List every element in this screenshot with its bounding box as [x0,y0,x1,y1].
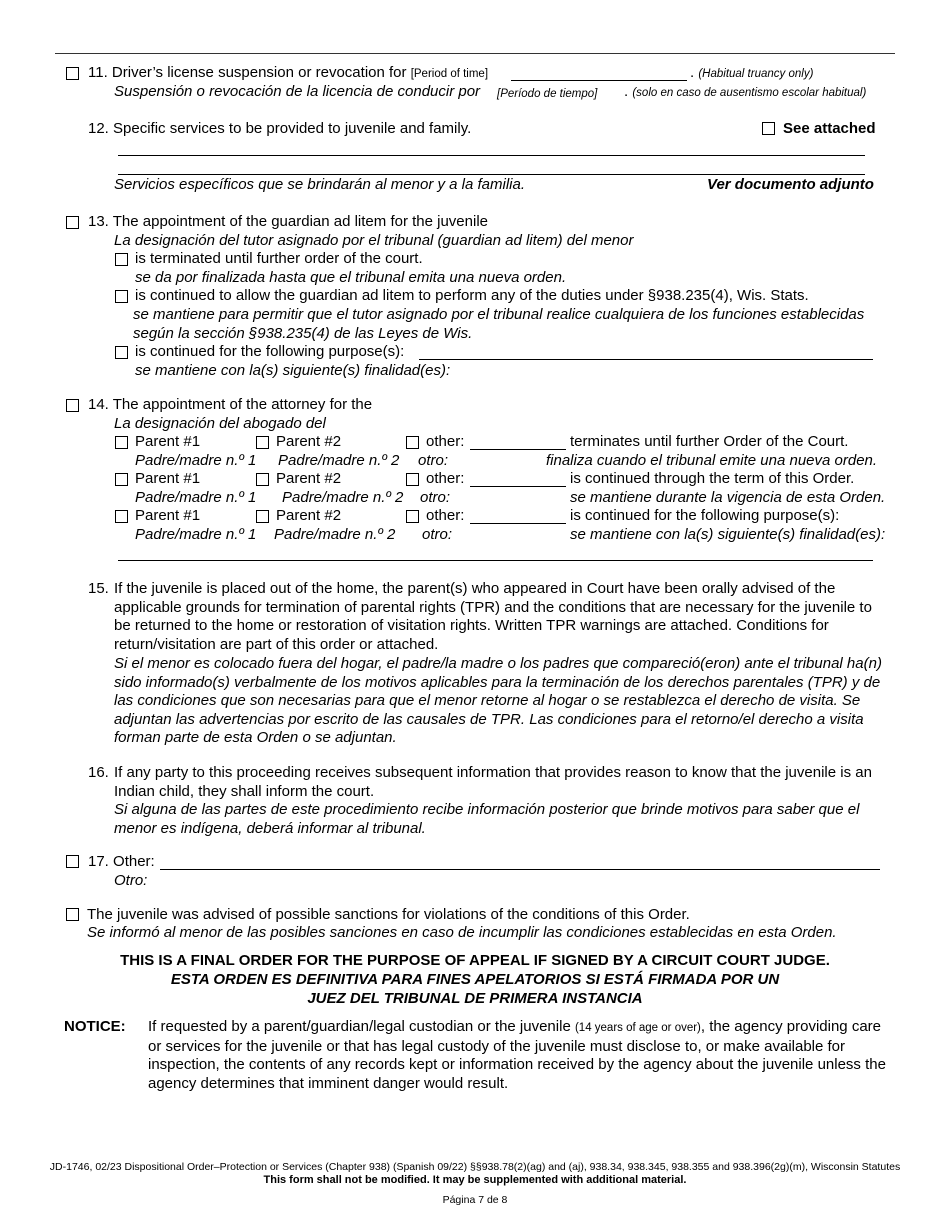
attorney-continued-purpose-other-es: otro: [422,526,453,543]
item-17-other-field[interactable] [160,869,880,870]
attorney-continued-purpose-other-field[interactable] [470,523,566,524]
item-17-checkbox[interactable] [66,855,79,868]
item-11-period-hint: [Period of time] [410,68,489,80]
item-13-checkbox[interactable] [66,216,79,229]
item-14-number: 14. [88,396,109,413]
final-order-es-2: JUEZ DEL TRIBUNAL DE PRIMERA INSTANCIA [307,990,643,1007]
attorney-continued-purpose-other-checkbox[interactable] [406,510,419,523]
final-order-en: THIS IS A FINAL ORDER FOR THE PURPOSE OF APPEAL IF SIGNED BY A CIRCUIT COURT JUDGE. [120,952,830,969]
attorney-continued-term-parent2-label: Parent #2 [276,470,342,487]
see-attached-label: See attached [783,120,876,137]
item-11-es-dot: . [624,83,629,100]
notice-text-before: If requested by a parent/guardian/legal custodian or the juvenile [148,1018,571,1035]
attorney-continued-purpose-parent1-checkbox[interactable] [115,510,128,523]
item-15-es-text: Si el menor es colocado fuera del hogar, el padre/la madre o los padres que compareció(eron) ante el tribunal ha(n) sido informado(s) verbalmente de los motivos aplicables para la terminación de los derechos parentales (TPR) y de las condiciones que son necesarias para que el menor retorne al hogar o se restablezca el derecho de visita. Se adjuntan las advertencias por escrito de las causales de TPR. Las condiciones para el retorno/el derecho a visita forman parte de esta Orden o se adjuntan. [114,655,882,747]
attorney-continued-purpose-text: is continued for the following purpose(s): [570,507,840,524]
item-15-en-text: If the juvenile is placed out of the home, the parent(s) who appeared in Court have been orally advised of the applicable grounds for termination of parental rights (TPR) and the conditions that are necessary for the juvenile to be returned to the home or restoration of visitation rights. Written TPR warnings are attached. Conditions for return/visitation are part of this order or attached. [114,580,872,653]
item-11-es-label: Suspensión o revocación de la licencia de conducir por [114,83,481,100]
item-11-es-period-hint: [Período de tiempo] [497,88,598,100]
item-12-services-line-1[interactable] [118,155,865,156]
footer-form-info: JD-1746, 02/23 Dispositional Order–Protection or Services (Chapter 938) (Spanish 09/22) §§938.78(2)(ag) and (aj), 938.34, 938.345, 938.355 and 938.396(2g)(m), Wisconsin Statutes [49,1161,901,1173]
gal-terminated-checkbox[interactable] [115,253,128,266]
gal-continued-purpose-checkbox[interactable] [115,346,128,359]
attorney-continued-purpose-parent1-label: Parent #1 [135,507,201,524]
gal-continued-purpose-label: is continued for the following purpose(s): [135,343,405,360]
gal-terminated-es-label: se da por finalizada hasta que el tribunal emita una nueva orden. [135,269,567,286]
attorney-continued-purpose-parent2-es: Padre/madre n.º 2 [274,526,396,543]
attorney-continued-term-parent1-label: Parent #1 [135,470,201,487]
gal-continued-duties-label: is continued to allow the guardian ad litem to perform any of the duties under §938.235(4), Wis. Stats. [135,287,809,304]
item-11-dot: . [690,64,695,81]
footer-page-number: Página 7 de 8 [442,1194,508,1206]
attorney-purpose-field[interactable] [118,560,873,561]
notice-text-age: (14 years of age or over) [574,1022,701,1034]
attorney-terminates-parent1-es: Padre/madre n.º 1 [135,452,257,469]
item-12-label: Specific services to be provided to juvenile and family. [113,120,472,137]
item-13-label: The appointment of the guardian ad litem for the juvenile [112,213,488,230]
item-11-number: 11. [88,64,108,81]
item-12-es-label: Servicios específicos que se brindarán al menor y a la familia. [114,176,526,193]
attorney-continued-term-parent1-es: Padre/madre n.º 1 [135,489,257,506]
attorney-continued-term-parent1-checkbox[interactable] [115,473,128,486]
attorney-continued-term-other-label: other: [426,470,465,487]
notice-label: NOTICE: [64,1018,126,1035]
attorney-terminates-parent2-label: Parent #2 [276,433,342,450]
item-11-line [88,64,488,83]
attorney-terminates-parent1-label: Parent #1 [135,433,201,450]
attorney-terminates-text-es: finaliza cuando el tribunal emite una nueva orden. [546,452,878,469]
item-11-checkbox[interactable] [66,67,79,80]
item-13-number: 13. [88,213,109,230]
gal-continued-duties-es-label-1: se mantiene para permitir que el tutor asignado por el tribunal realice cualquiera de los funciones establecidas [133,306,865,323]
item-12-line [88,120,471,138]
item-17-line [88,853,155,871]
attorney-continued-term-other-checkbox[interactable] [406,473,419,486]
attorney-continued-purpose-parent2-checkbox[interactable] [256,510,269,523]
attorney-continued-term-parent2-es: Padre/madre n.º 2 [282,489,404,506]
footer-no-modify: This form shall not be modified. It may be supplemented with additional material. [263,1174,687,1186]
attorney-continued-term-text: is continued through the term of this Order. [570,470,855,487]
attorney-terminates-other-checkbox[interactable] [406,436,419,449]
see-attached-es-label: Ver documento adjunto [707,176,874,193]
attorney-continued-term-text-es: se mantiene durante la vigencia de esta Orden. [570,489,886,506]
notice-text-after: , the agency providing care or services for the juvenile or that has legal custody of the juvenile must disclose to, or make available for inspection, the contents of any records kept or information received by the agency about the juvenile unless the agency determines that imminent danger would result. [148,1018,886,1092]
item-11-note: (Habitual truancy only) [698,68,814,80]
item-15-number: 15. [88,580,109,597]
attorney-continued-term-parent2-checkbox[interactable] [256,473,269,486]
attorney-terminates-parent2-es: Padre/madre n.º 2 [278,452,400,469]
gal-terminated-label: is terminated until further order of the court. [135,250,423,267]
sanctions-es-text: Se informó al menor de las posibles sanciones en caso de incumplir las condiciones establecidas en esta Orden. [87,924,837,941]
attorney-continued-term-other-field[interactable] [470,486,566,487]
attorney-continued-purpose-other-label: other: [426,507,465,524]
attorney-continued-purpose-parent2-label: Parent #2 [276,507,342,524]
attorney-terminates-other-field[interactable] [470,449,566,450]
item-17-number: 17. [88,853,109,870]
sanctions-en-text: The juvenile was advised of possible sanctions for violations of the conditions of this Order. [87,906,690,923]
attorney-terminates-parent2-checkbox[interactable] [256,436,269,449]
gal-continued-duties-checkbox[interactable] [115,290,128,303]
gal-continued-duties-es-label-2: según la sección §938.235(4) de las Leyes de Wis. [133,325,473,342]
attorney-terminates-other-es: otro: [418,452,449,469]
attorney-continued-term-other-es: otro: [420,489,451,506]
notice-text [148,1018,888,1093]
final-order-es-1: ESTA ORDEN ES DEFINITIVA PARA FINES APELATORIOS SI ESTÁ FIRMADA POR UN [170,971,780,988]
item-11-label: Driver’s license suspension or revocation for [111,64,407,81]
item-14-checkbox[interactable] [66,399,79,412]
item-11-es-suffix [624,83,866,102]
attorney-terminates-parent1-checkbox[interactable] [115,436,128,449]
item-12-number: 12. [88,120,109,137]
top-rule [55,53,895,54]
item-16-en-text: If any party to this proceeding receives subsequent information that provides reason to know that the juvenile is an Indian child, they shall inform the court. [114,764,872,800]
item-17-es-label: Otro: [114,872,148,889]
item-13-line [88,213,488,231]
item-11-suffix [690,64,813,83]
attorney-continued-purpose-parent1-es: Padre/madre n.º 1 [135,526,257,543]
sanctions-checkbox[interactable] [66,908,79,921]
item-14-es-label: La designación del abogado del [114,415,326,432]
attorney-continued-purpose-text-es: se mantiene con la(s) siguiente(s) finalidad(es): [570,526,886,543]
item-11-period-field[interactable] [511,80,687,81]
attorney-terminates-text: terminates until further Order of the Court. [570,433,849,450]
see-attached-checkbox[interactable] [762,122,775,135]
item-14-line [88,396,372,414]
item-14-label: The appointment of the attorney for the [112,396,373,413]
item-17-label: Other: [113,853,155,870]
item-13-es-label: La designación del tutor asignado por el tribunal (guardian ad litem) del menor [114,232,634,249]
attorney-terminates-other-label: other: [426,433,465,450]
item-11-es-note: (solo en caso de ausentismo escolar habitual) [632,87,867,99]
item-16-es-text: Si alguna de las partes de este procedimiento recibe información posterior que brinde motivos para saber que el menor es indígena, deberá informar al tribunal. [114,801,860,837]
item-12-services-line-2[interactable] [118,174,865,175]
gal-purpose-field[interactable] [419,359,873,360]
item-16-number: 16. [88,764,109,781]
gal-continued-purpose-es-label: se mantiene con la(s) siguiente(s) finalidad(es): [135,362,451,379]
